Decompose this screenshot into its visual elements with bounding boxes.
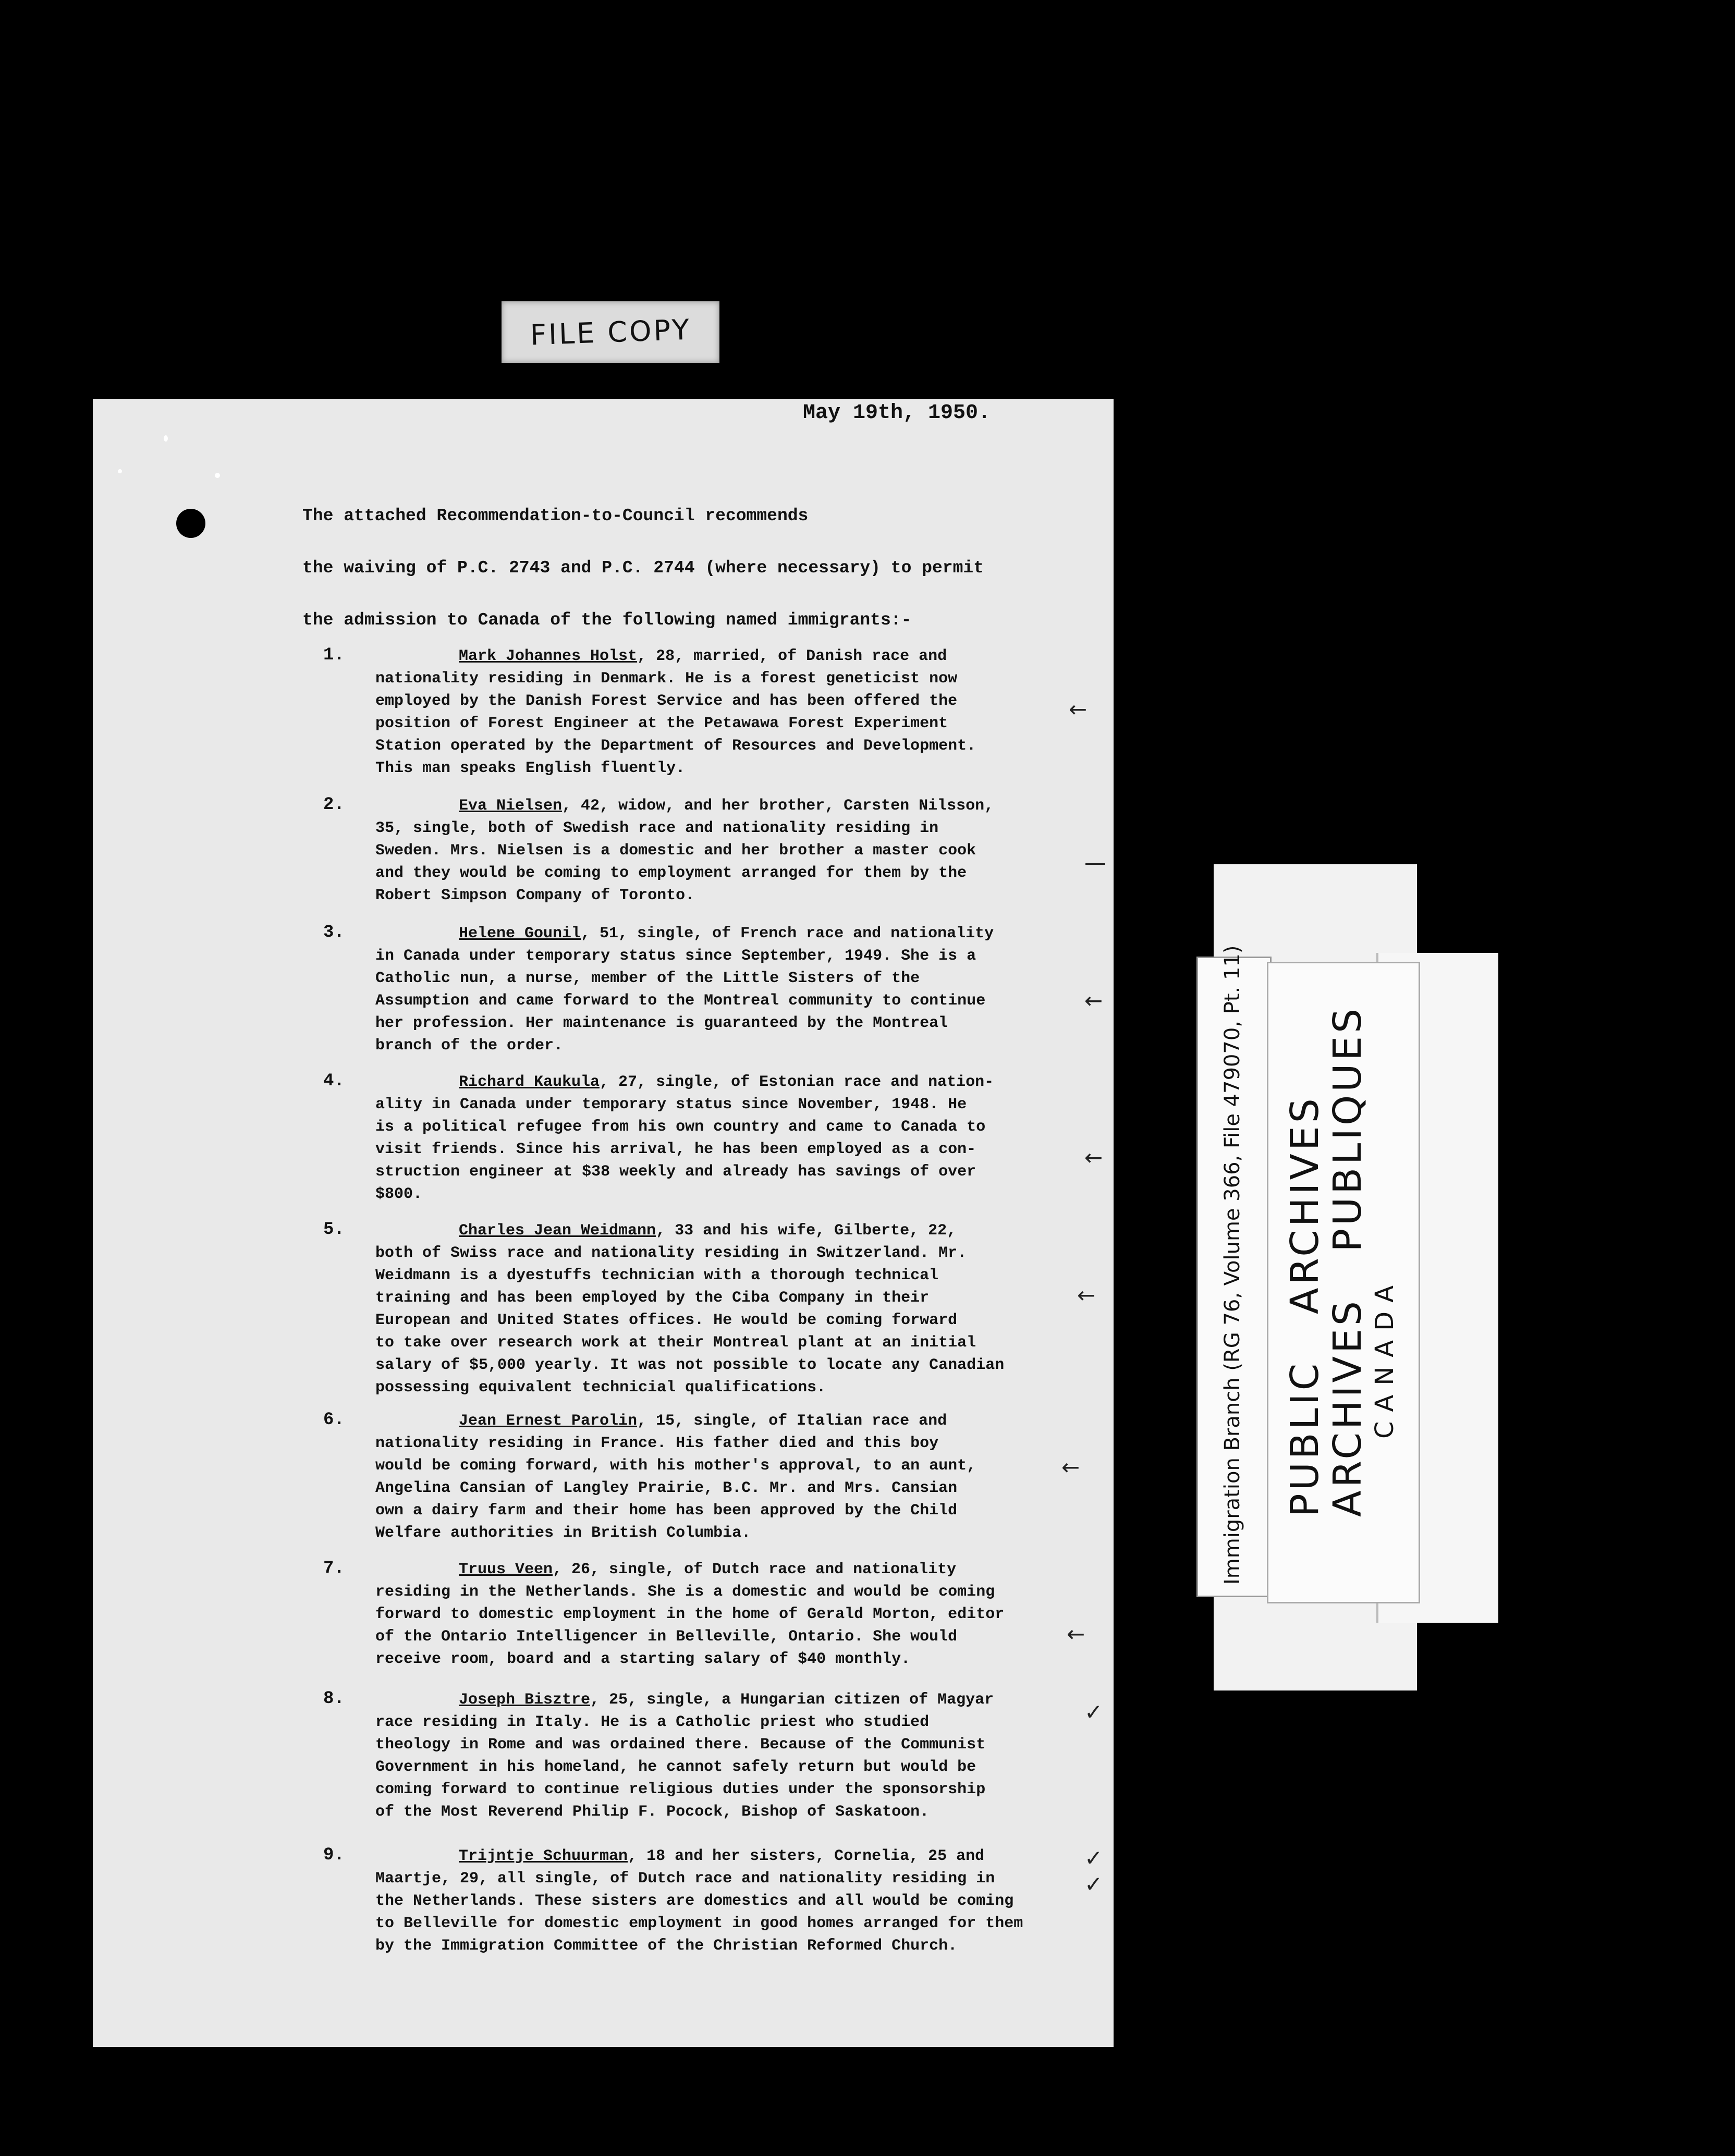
checkmark-icon: ✓ xyxy=(1084,1699,1103,1725)
checkmark-icon: ← xyxy=(1084,988,1103,1013)
immigrant-name: Trijntje Schuurman xyxy=(459,1847,628,1865)
item-body xyxy=(375,1410,1137,1545)
item-details: , 15, single, of Italian race and nationality residing in France. His father died and this boy would be coming forward, with his mother's approval, to an aunt, Angelina Cansian of Langley Prairie, B.C. Mr. and Mrs. Cansian own a dairy farm and their home has been approved by the Child Welfare authorities in British Columbia. xyxy=(375,1412,976,1542)
archive-reference: Immigration Branch (RG 76, Volume 366, File 479070, Pt. 11) xyxy=(1220,945,1244,1585)
archive-name-fr: ARCHIVES PUBLIQUES xyxy=(1325,1005,1370,1517)
checkmark-icon: — xyxy=(1084,850,1106,875)
speck xyxy=(164,435,168,442)
immigrant-name: Richard Kaukula xyxy=(459,1073,600,1091)
item-body xyxy=(375,1845,1137,1957)
item-body xyxy=(375,1071,1137,1206)
immigrant-name: Mark Johannes Holst xyxy=(459,647,638,665)
item-details: , 28, married, of Danish race and nationality residing in Denmark. He is a forest geneticist now employed by the Danish Forest Service and has been offered the position of Forest Engineer at the Petawawa Forest Experiment Station operated by the Department of Resources and Development. This man speaks English fluently. xyxy=(375,647,976,777)
item-body xyxy=(375,645,1137,780)
item-details: , 42, widow, and her brother, Carsten Nilsson, 35, single, both of Swedish race and nationality residing in Sweden. Mrs. Nielsen is a domestic and her brother a master cook and they would be coming to employment arranged for them by the Robert Simpson Company of Toronto. xyxy=(375,797,994,904)
immigrant-name: Jean Ernest Parolin xyxy=(459,1412,638,1430)
letter-intro: The attached Recommendation-to-Council recommends the waiving of P.C. 2743 and P.C. 2744 (where necessary) to permit the admission to Canada of the following named immigrants:- xyxy=(302,506,984,630)
checkmark-icon: ← xyxy=(1077,1282,1096,1308)
item-body xyxy=(375,1559,1137,1671)
item-body xyxy=(375,923,1137,1057)
immigrant-name: Joseph Bisztre xyxy=(459,1691,591,1709)
item-details: , 27, single, of Estonian race and nation- ality in Canada under temporary status since November, 1948. He is a political refugee from his own country and came to Canada to visit friends. Since his arrival, he has been employed as a con- struction engineer at $38 weekly and already has savings of over $800. xyxy=(375,1073,994,1203)
item-number: 8. xyxy=(323,1689,345,1709)
punch-hole xyxy=(176,509,205,538)
checkmark-icon: ← xyxy=(1069,696,1088,722)
item-number: 7. xyxy=(323,1559,345,1578)
item-details: , 25, single, a Hungarian citizen of Magyar race residing in Italy. He is a Catholic priest who studied theology in Rome and was ordained there. Because of the Communist Government in his homeland, he cannot safely return but would be coming forward to continue religious duties under the sponsorship of the Most Reverend Philip F. Pocock, Bishop of Saskatoon. xyxy=(375,1691,994,1821)
immigrant-name: Charles Jean Weidmann xyxy=(459,1222,656,1240)
item-body xyxy=(375,1220,1137,1399)
immigrant-name: Truus Veen xyxy=(459,1561,553,1578)
archive-name-en: PUBLIC ARCHIVES xyxy=(1282,1095,1327,1517)
checkmark-icon: ✓ xyxy=(1084,1845,1103,1871)
checkmark-icon: ← xyxy=(1084,1145,1103,1170)
immigrant-name: Eva Nielsen xyxy=(459,797,563,815)
item-details: , 33 and his wife, Gilberte, 22, both of Swiss race and nationality residing in Switzerland. Mr. Weidmann is a dyestuffs technician with a thorough technical training and has been employed by the Ciba Company in their European and United States offices. He would be coming forward to take over research work at their Montreal plant at an initial salary of $5,000 yearly. It was not possible to locate any Canadian possessing equivalent technicial qualifications. xyxy=(375,1222,1005,1396)
item-body xyxy=(375,795,1137,907)
archive-stamp xyxy=(1267,962,1417,1600)
item-number: 6. xyxy=(323,1410,345,1430)
item-number: 2. xyxy=(323,795,345,815)
letter-date: May 19th, 1950. xyxy=(803,401,991,425)
item-details: , 18 and her sisters, Cornelia, 25 and Maartje, 29, all single, of Dutch race and nationality residing in the Netherlands. These sisters are domestics and all would be coming to Belleville for domestic employment in good homes arranged for them by the Immigration Committee of the Christian Reformed Church. xyxy=(375,1847,1023,1955)
speck xyxy=(215,473,220,478)
speck xyxy=(118,469,122,473)
item-body xyxy=(375,1689,1137,1823)
item-number: 3. xyxy=(323,923,345,942)
file-copy-tab xyxy=(502,301,719,363)
item-number: 5. xyxy=(323,1220,345,1240)
checkmark-icon: ✓ xyxy=(1084,1871,1103,1897)
checkmark-icon: ← xyxy=(1067,1621,1085,1647)
checkmark-icon: ← xyxy=(1061,1454,1080,1480)
file-copy-label: FILE COPY xyxy=(529,313,692,351)
item-number: 9. xyxy=(323,1845,345,1865)
item-number: 4. xyxy=(323,1071,345,1091)
item-details: , 26, single, of Dutch race and nationality residing in the Netherlands. She is a domestic and would be coming forward to domestic employment in the home of Gerald Morton, editor of the Ontario Intelligencer in Belleville, Ontario. She would receive room, board and a starting salary of $40 monthly. xyxy=(375,1561,1005,1668)
archive-country: CANADA xyxy=(1370,1276,1399,1439)
immigrant-name: Helene Gounil xyxy=(459,925,581,942)
item-details: , 51, single, of French race and nationality in Canada under temporary status since September, 1949. She is a Catholic nun, a nurse, member of the Little Sisters of the Assumption and came forward to the Montreal community to continue her profession. Her maintenance is guaranteed by the Montreal branch of the order. xyxy=(375,925,994,1055)
item-number: 1. xyxy=(323,645,345,665)
